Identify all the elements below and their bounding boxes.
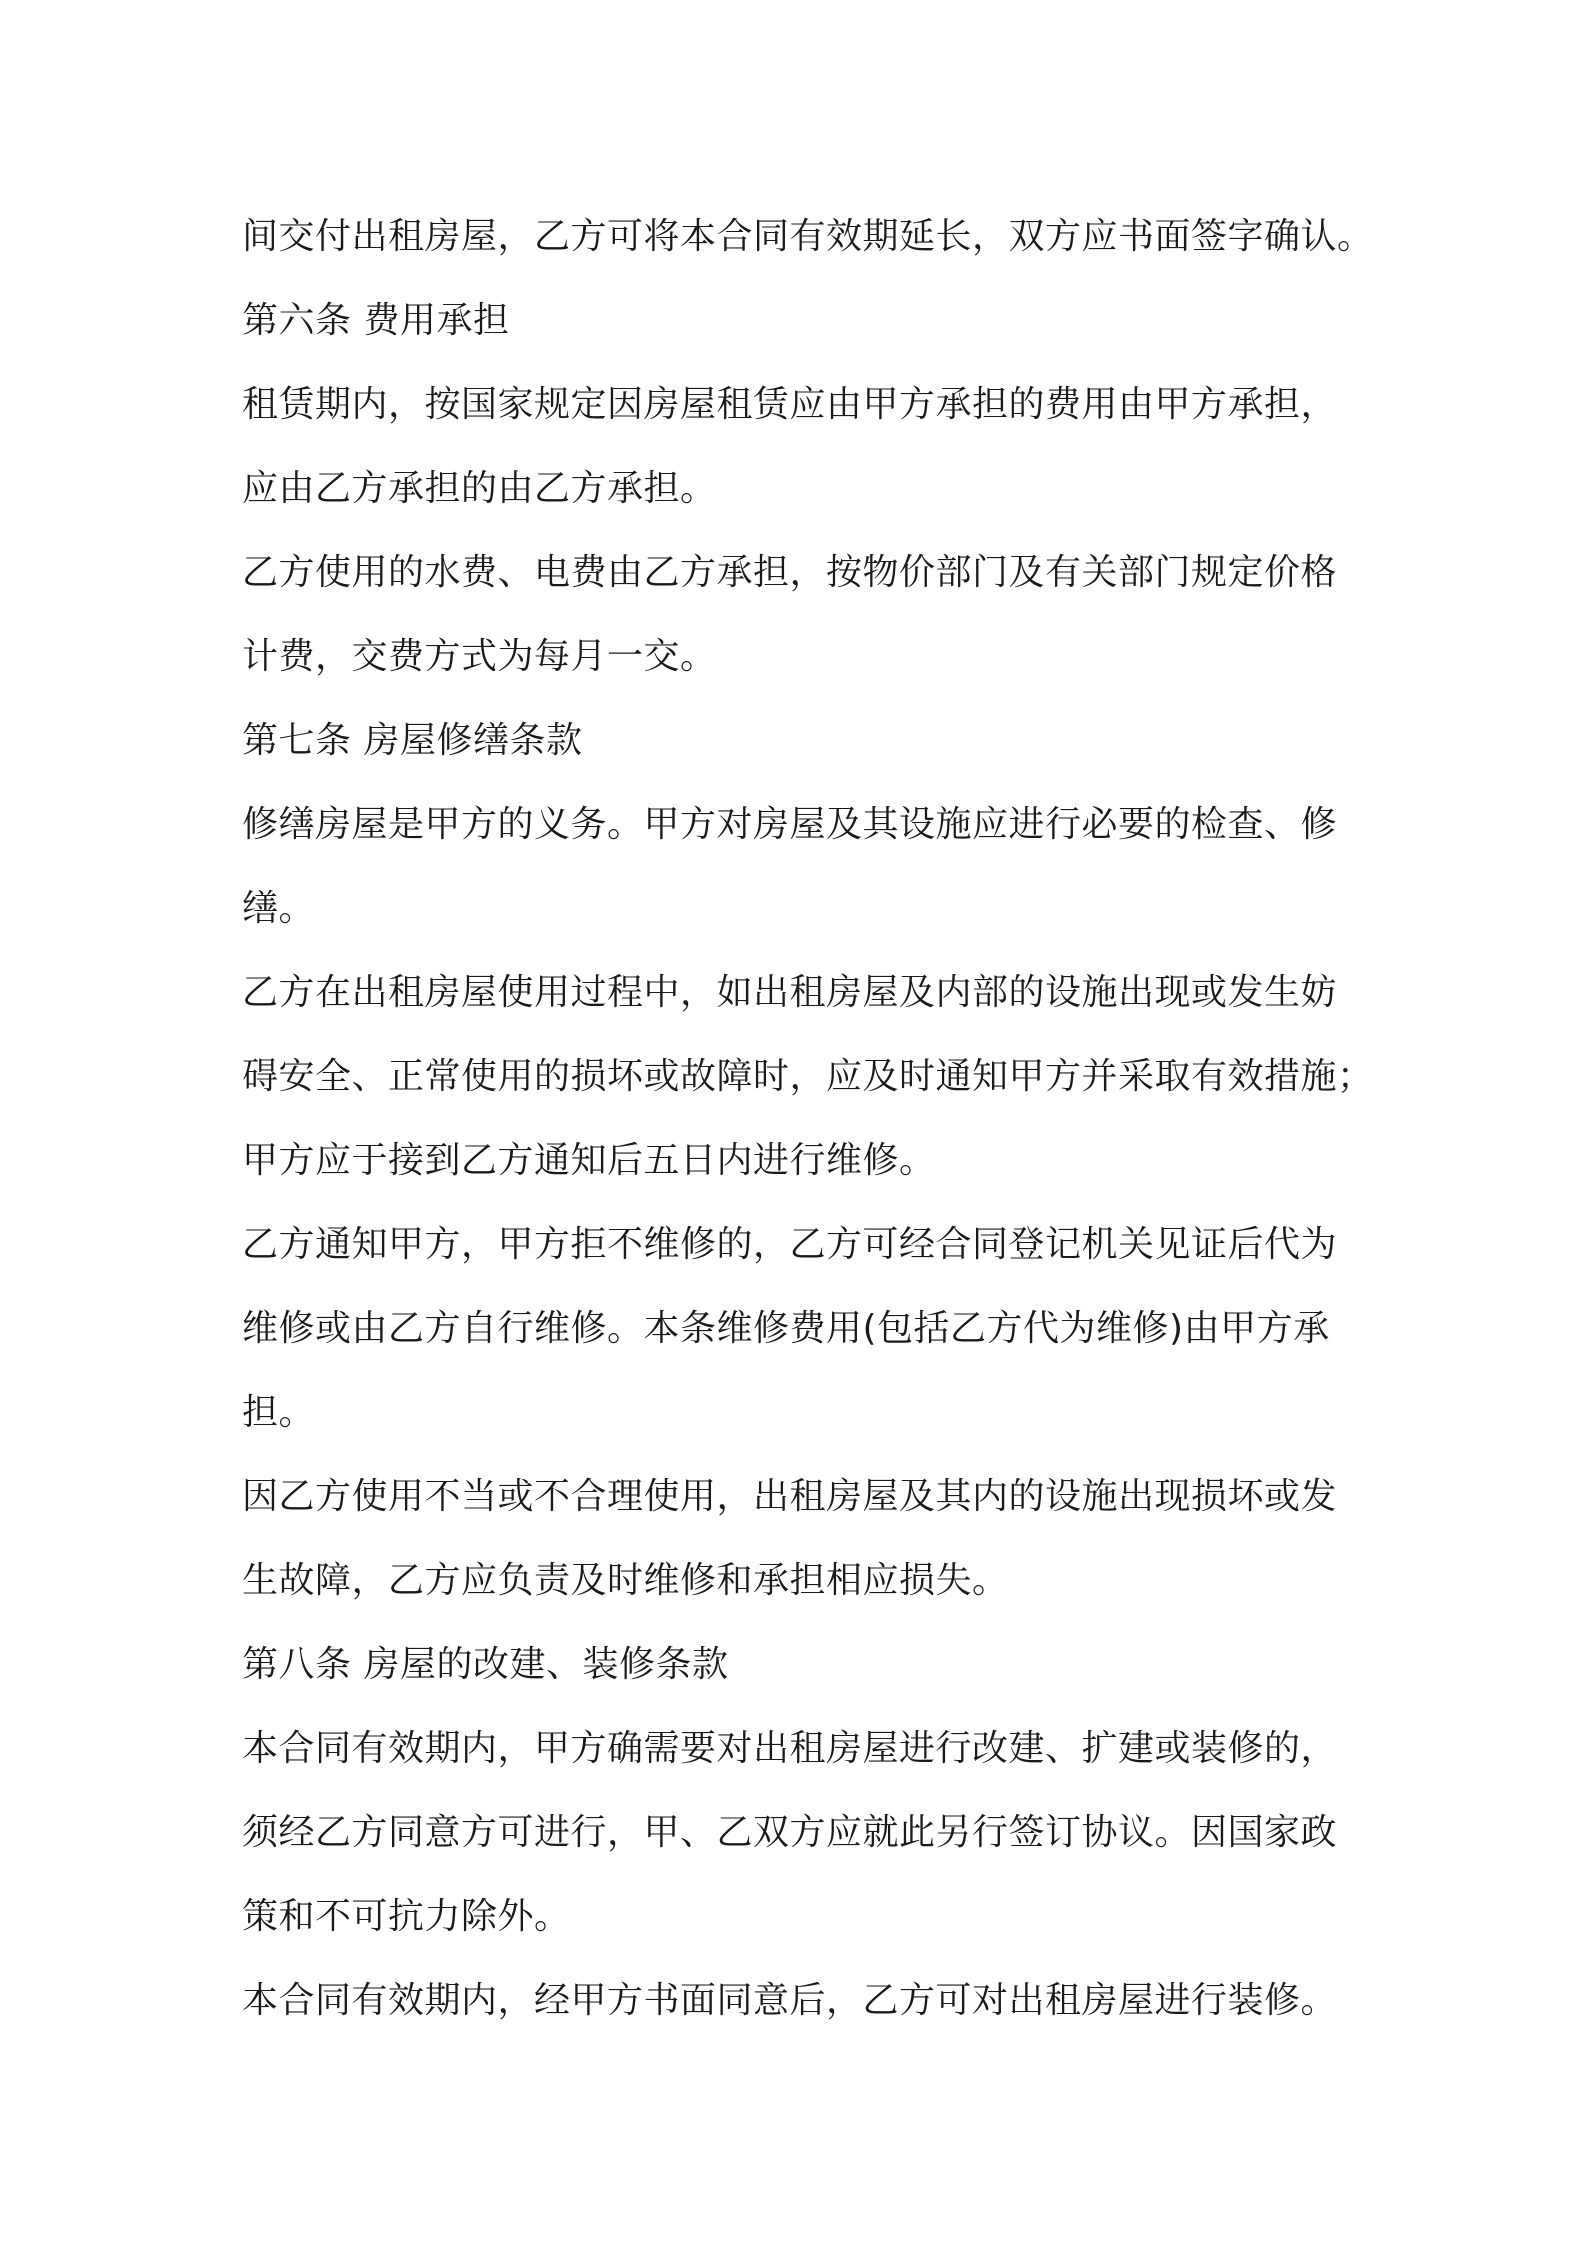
paragraph-line: 担。 <box>242 1392 316 1433</box>
paragraph-line: 因乙方使用不当或不合理使用，出租房屋及其内的设施出现损坏或发 <box>242 1476 1338 1517</box>
paragraph-line: 租赁期内，按国家规定因房屋租赁应由甲方承担的费用由甲方承担， <box>242 384 1338 425</box>
paragraph-line: 缮。 <box>242 888 316 929</box>
paragraph-line: 本合同有效期内，经甲方书面同意后，乙方可对出租房屋进行装修。 <box>242 1980 1338 2021</box>
paragraph-line: 间交付出租房屋，乙方可将本合同有效期延长，双方应书面签字确认。 <box>242 216 1374 257</box>
paragraph-line: 生故障，乙方应负责及时维修和承担相应损失。 <box>242 1560 1009 1601</box>
article-8-heading: 第八条 房屋的改建、装修条款 <box>242 1644 729 1685</box>
paragraph-line: 应由乙方承担的由乙方承担。 <box>242 468 717 509</box>
article-7-heading: 第七条 房屋修缮条款 <box>242 720 583 761</box>
paragraph-line: 计费，交费方式为每月一交。 <box>242 636 717 677</box>
paragraph-line: 修缮房屋是甲方的义务。甲方对房屋及其设施应进行必要的检查、修 <box>242 804 1338 845</box>
paragraph-line: 须经乙方同意方可进行，甲、乙双方应就此另行签订协议。因国家政 <box>242 1812 1338 1853</box>
paragraph-line: 甲方应于接到乙方通知后五日内进行维修。 <box>242 1140 936 1181</box>
paragraph-line: 乙方在出租房屋使用过程中，如出租房屋及内部的设施出现或发生妨 <box>242 972 1338 1013</box>
article-6-heading: 第六条 费用承担 <box>242 300 510 341</box>
paragraph-line: 维修或由乙方自行维修。本条维修费用(包括乙方代为维修)由甲方承 <box>242 1308 1330 1349</box>
document-body <box>242 195 1374 2043</box>
paragraph-line: 策和不可抗力除外。 <box>242 1896 571 1937</box>
paragraph-line: 本合同有效期内，甲方确需要对出租房屋进行改建、扩建或装修的， <box>242 1728 1338 1769</box>
paragraph-line: 乙方使用的水费、电费由乙方承担，按物价部门及有关部门规定价格 <box>242 552 1338 593</box>
paragraph-line: 碍安全、正常使用的损坏或故障时，应及时通知甲方并采取有效措施； <box>242 1056 1374 1097</box>
paragraph-line: 乙方通知甲方，甲方拒不维修的，乙方可经合同登记机关见证后代为 <box>242 1224 1338 1265</box>
